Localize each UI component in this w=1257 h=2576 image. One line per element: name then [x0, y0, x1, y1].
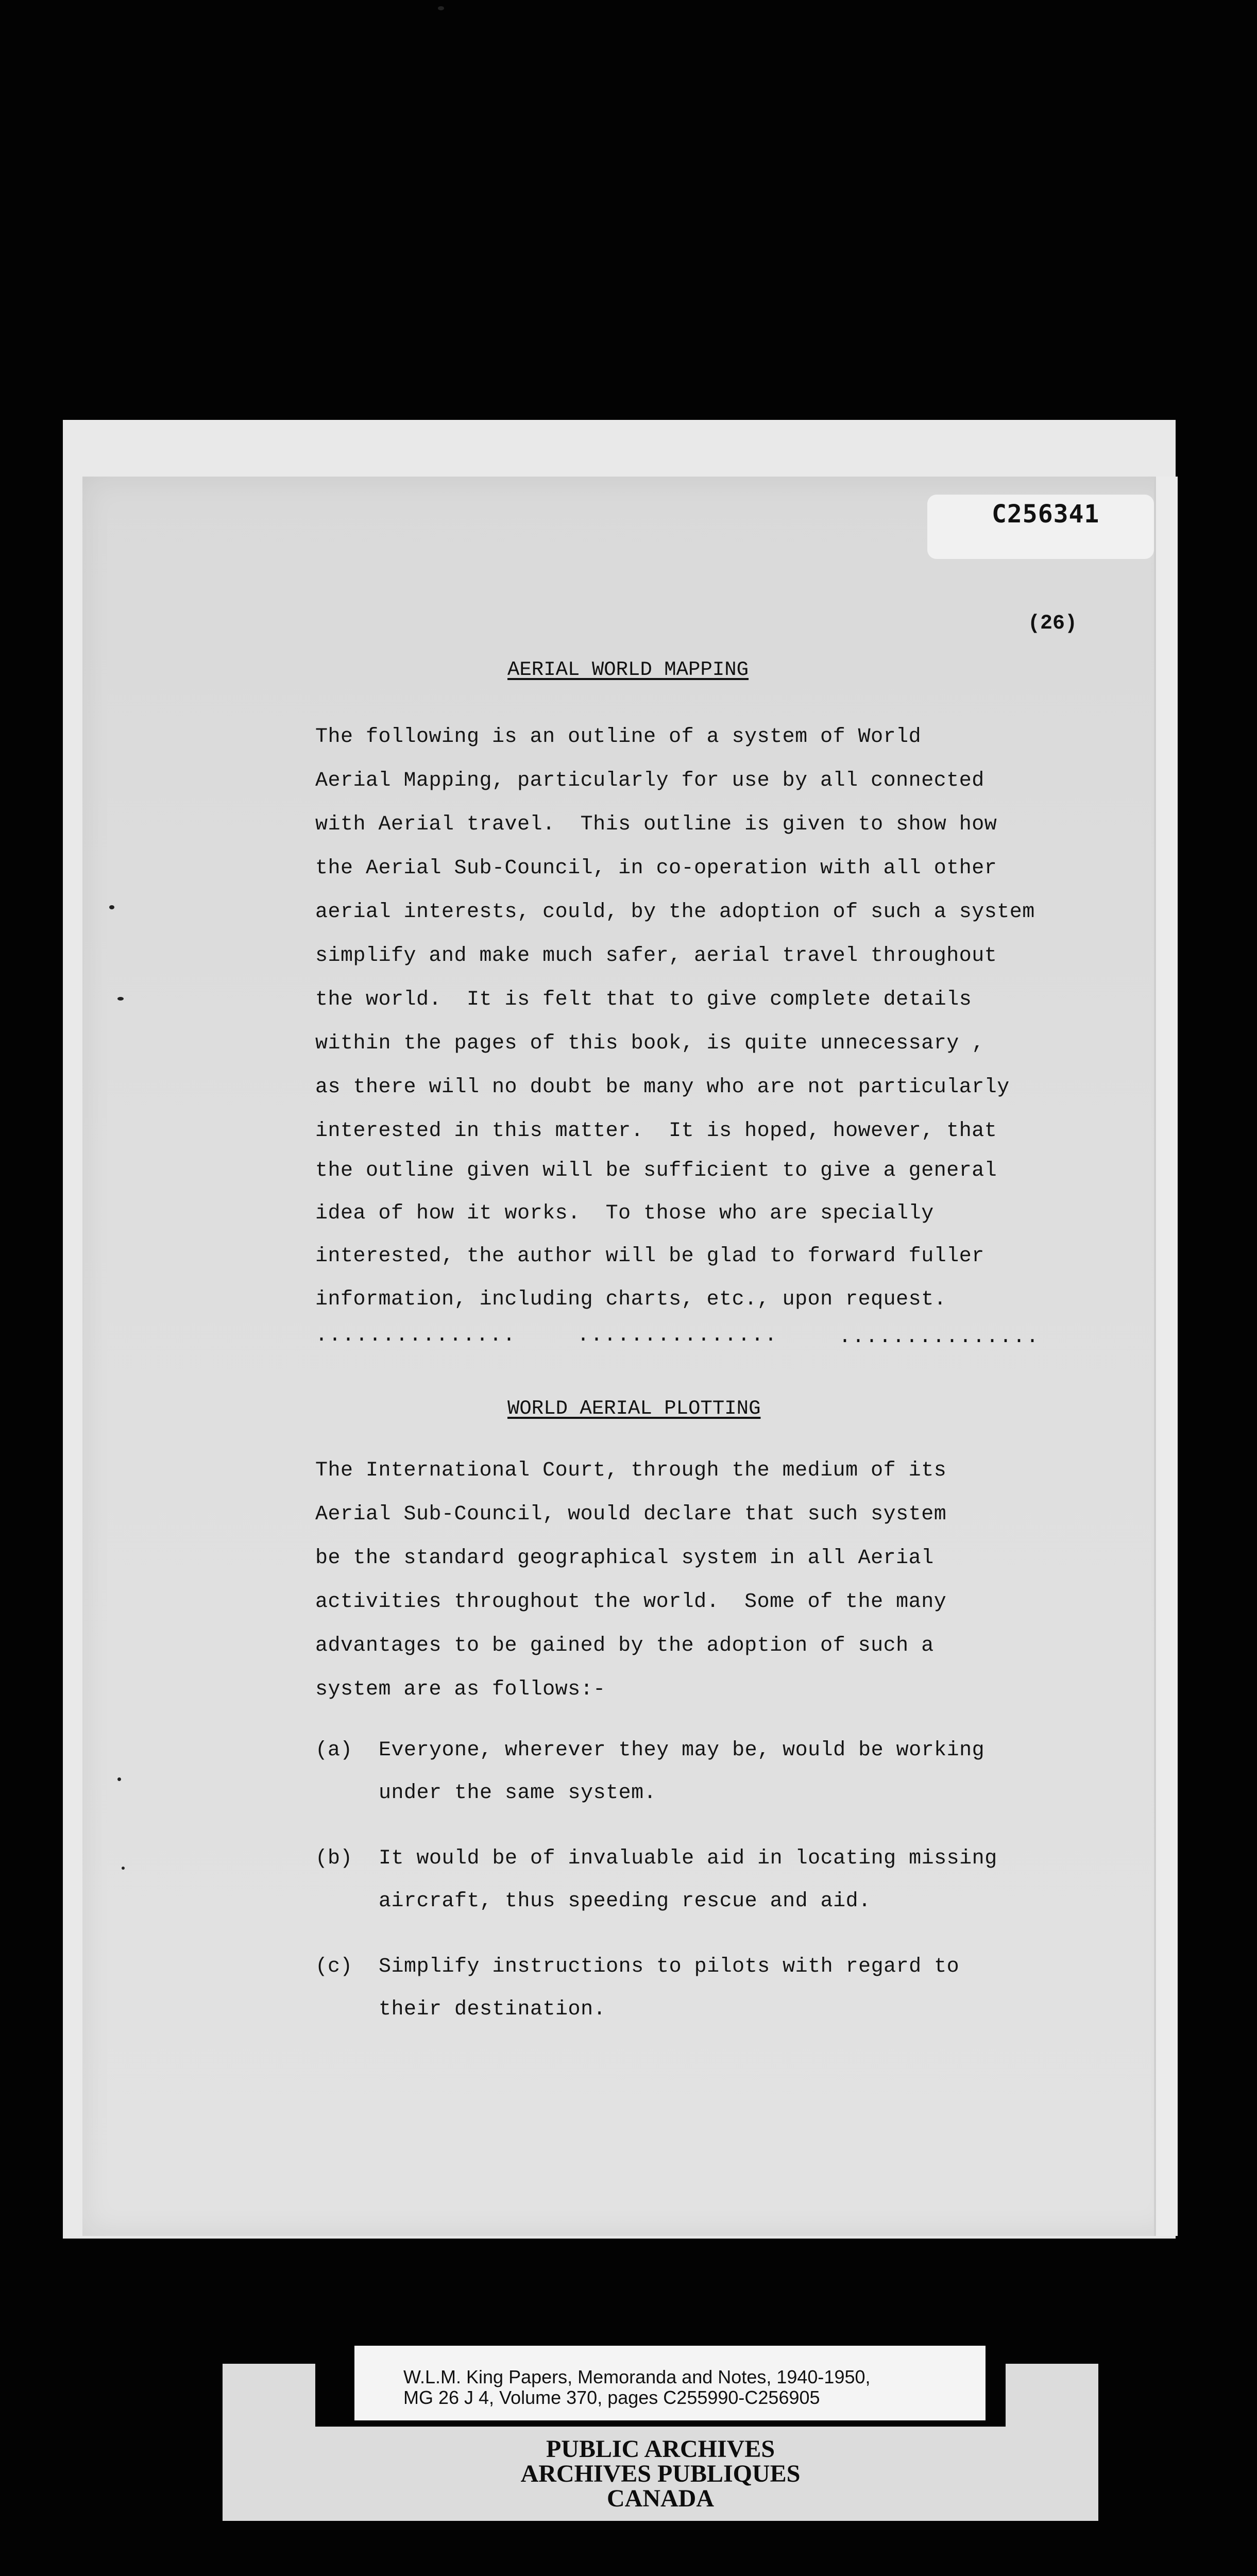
paragraph-line: with Aerial travel. This outline is given to show how	[315, 813, 997, 836]
list-item-text: Everyone, wherever they may be, would be working	[379, 1739, 985, 1762]
page-number: (26)	[1028, 612, 1078, 635]
paragraph-line: interested in this matter. It is hoped, however, that	[315, 1120, 997, 1143]
list-item-text: It would be of invaluable aid in locating missing	[379, 1847, 997, 1870]
list-item-text: under the same system.	[379, 1782, 657, 1805]
separator-dots: ...............	[577, 1324, 778, 1347]
separator-dots: ...............	[839, 1326, 1040, 1349]
archive-stamp-line-1: PUBLIC ARCHIVES	[546, 2435, 775, 2463]
paper-right-edge	[1154, 477, 1178, 2236]
paragraph-line: the world. It is felt that to give complete details	[315, 988, 972, 1011]
paragraph-line: Aerial Sub-Council, would declare that such system	[315, 1503, 947, 1526]
archive-stamp-line-3: CANADA	[607, 2485, 714, 2512]
margin-speck	[122, 1867, 125, 1870]
paragraph-line: system are as follows:-	[315, 1678, 606, 1701]
paragraph-line: as there will no doubt be many who are not particularly	[315, 1076, 1010, 1099]
paragraph-line: idea of how it works. To those who are specially	[315, 1202, 934, 1225]
paragraph-line: information, including charts, etc., upon request.	[315, 1288, 947, 1311]
paragraph-line: be the standard geographical system in all Aerial	[315, 1547, 934, 1570]
paragraph-line: within the pages of this book, is quite unnecessary ,	[315, 1032, 984, 1055]
list-item-text: aircraft, thus speeding rescue and aid.	[379, 1890, 871, 1913]
paragraph-line: interested, the author will be glad to forward fuller	[315, 1245, 984, 1268]
paragraph-line: The International Court, through the medium of its	[315, 1459, 947, 1482]
separator-dots: ...............	[315, 1324, 517, 1347]
paragraph-line: advantages to be gained by the adoption of such a	[315, 1634, 934, 1657]
list-item-label: (a)	[315, 1739, 353, 1762]
paragraph-line: aerial interests, could, by the adoption of such a system	[315, 901, 1035, 924]
list-item-text: Simplify instructions to pilots with regard to	[379, 1955, 960, 1978]
paragraph-line: The following is an outline of a system of World	[315, 725, 922, 749]
margin-speck	[117, 1777, 121, 1781]
document-stamp-number: C256341	[992, 500, 1100, 529]
list-item-label: (c)	[315, 1955, 353, 1978]
margin-speck	[109, 905, 114, 909]
list-item-label: (b)	[315, 1847, 353, 1870]
archive-stamp-line-2: ARCHIVES PUBLIQUES	[520, 2460, 801, 2487]
list-item-text: their destination.	[379, 1998, 606, 2021]
heading-world-aerial-plotting: WORLD AERIAL PLOTTING	[507, 1397, 761, 1420]
citation-line-2: MG 26 J 4, Volume 370, pages C255990-C256905	[403, 2387, 820, 2408]
heading-aerial-world-mapping: AERIAL WORLD MAPPING	[507, 658, 749, 681]
paragraph-line: the outline given will be sufficient to give a general	[315, 1159, 997, 1182]
paragraph-line: the Aerial Sub-Council, in co-operation with all other	[315, 857, 997, 880]
margin-speck	[117, 997, 124, 1001]
margin-speck	[438, 6, 444, 10]
citation-line-1: W.L.M. King Papers, Memoranda and Notes, 1940-1950,	[403, 2366, 871, 2387]
paragraph-line: activities throughout the world. Some of the many	[315, 1590, 947, 1614]
paragraph-line: simplify and make much safer, aerial travel throughout	[315, 944, 997, 968]
paragraph-line: Aerial Mapping, particularly for use by all connected	[315, 769, 984, 792]
